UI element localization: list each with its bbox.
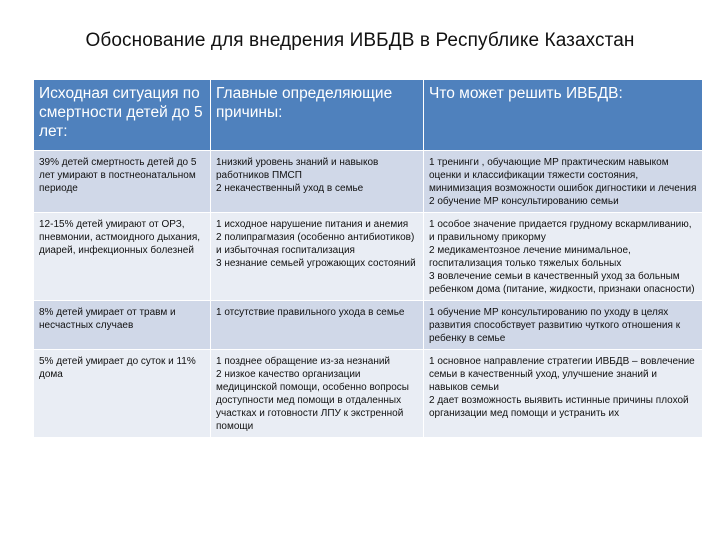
cell-solutions — [424, 301, 703, 350]
cell-situation — [34, 213, 211, 301]
table-header-row — [34, 80, 703, 151]
slide-title: Обоснование для внедрения ИВБДВ в Республике Казахстан — [85, 30, 635, 51]
header-imci-solutions: Что может решить ИВБДВ: — [424, 80, 703, 151]
cell-line: 2 медикаментозное лечение минимальное, госпитализация только тяжелых больных — [429, 245, 631, 269]
cell-situation — [34, 350, 211, 438]
cell-situation — [34, 151, 211, 213]
cell-line: 1 основное направление стратегии ИВБДВ – вовлечение семьи в качественный уход, улучшение знаний и навыков семьи — [429, 356, 695, 393]
table-row — [34, 213, 703, 301]
cell-solutions — [424, 350, 703, 438]
cell-causes — [211, 301, 424, 350]
cell-causes — [211, 350, 424, 438]
header-initial-situation: Исходная ситуация по смертности детей до 5 лет: — [34, 80, 211, 151]
table-row — [34, 301, 703, 350]
header-main-causes: Главные определяющие причины: — [211, 80, 424, 151]
cell-line: 3 вовлечение семьи в качественный уход за больным ребенком дома (питание, жидкости, признаки опасности) — [429, 271, 695, 295]
cell-line: 12-15% детей умирают от ОРЗ, пневмонии, астмоидного дыхания, диарей, инфекционных болезней — [39, 219, 201, 256]
cell-solutions — [424, 213, 703, 301]
cell-line: 3 незнание семьей угрожающих состояний — [216, 258, 416, 269]
cell-line: 1 отсутствие правильного ухода в семье — [216, 307, 405, 318]
cell-line: 1 позднее обращение из-за незнаний — [216, 356, 391, 367]
cell-causes — [211, 151, 424, 213]
table-row — [34, 151, 703, 213]
cell-situation — [34, 301, 211, 350]
cell-line: 2 обучение МР консультированию семьи — [429, 196, 619, 207]
cell-line: 2 низкое качество организации медицинской помощи, особенно вопросы доступности мед помощи в отдаленных участках и готовности ЛПУ к экстренной помощи — [216, 369, 409, 432]
cell-line: 5% детей умирает до суток и 11% дома — [39, 356, 196, 380]
cell-line: 1 исходное нарушение питания и анемия — [216, 219, 409, 230]
cell-line: 1 особое значение придается грудному вскармливанию, и правильному прикорму — [429, 219, 692, 243]
cell-line: 2 дает возможность выявить истинные причины плохой организации мед помощи и устранить их — [429, 395, 689, 419]
justification-table — [33, 79, 703, 438]
cell-line: 39% детей смертность детей до 5 лет умирают в постнеонатальном периоде — [39, 157, 197, 194]
cell-line: 2 некачественный уход в семье — [216, 183, 364, 194]
cell-line: 1 тренинги , обучающие МР практическим навыком оценки и классификации тяжести состояния, минимизация возможности ошибок дигностики и лечения — [429, 157, 697, 194]
table-row — [34, 350, 703, 438]
cell-solutions — [424, 151, 703, 213]
cell-line: 1 обучение МР консультированию по уходу в целях развития способствует развитию чуткого отношения к ребенку в семье — [429, 307, 681, 344]
cell-line: 1низкий уровень знаний и навыков работников ПМСП — [216, 157, 379, 181]
cell-line: 2 полипрагмазия (особенно антибиотиков) и избыточная госпитализация — [216, 232, 415, 256]
cell-line: 8% детей умирает от травм и несчастных случаев — [39, 307, 176, 331]
cell-causes — [211, 213, 424, 301]
